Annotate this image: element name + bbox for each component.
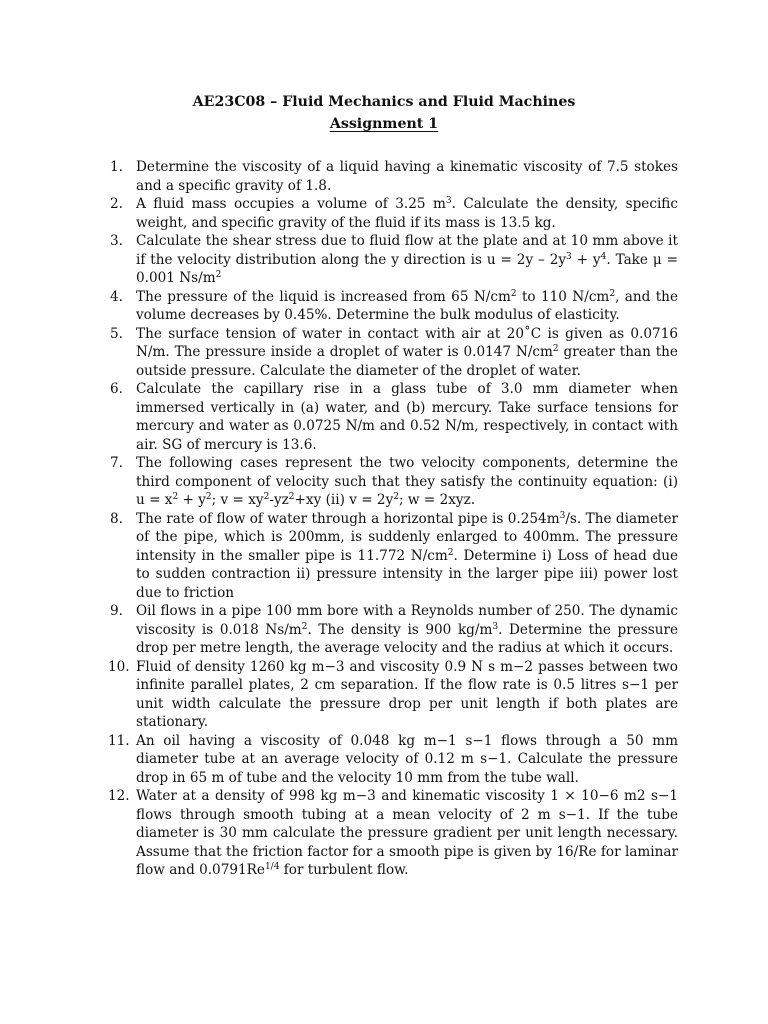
- question-item: [110, 454, 678, 510]
- superscript: 2: [172, 492, 179, 502]
- question-number: 11.: [108, 732, 130, 749]
- superscript: 2: [393, 492, 399, 502]
- question-item: [110, 232, 678, 288]
- question-number: 1.: [110, 159, 123, 175]
- text-run: The rate of flow of water through a horizontal pipe is 0.254m: [136, 510, 560, 527]
- question-list: [110, 158, 678, 880]
- question-number: 5.: [110, 325, 123, 342]
- question-text: [136, 196, 678, 231]
- text-run: Determine the viscosity of a liquid having a kinematic viscosity of 7.5 stokes and a specific gravity of 1.8.: [136, 159, 678, 194]
- question-number: 2.: [110, 196, 123, 212]
- text-run: -yz: [269, 492, 289, 508]
- text-run: . Calculate the density, specific weight, and specific gravity of the fluid if its mass is 13.5 kg.: [136, 196, 678, 231]
- text-run: greater than the outside pressure. Calculate the diameter of the droplet of water.: [136, 344, 678, 379]
- question-text: [136, 603, 678, 656]
- text-run: ; w = 2xyz.: [399, 492, 476, 508]
- question-text: [136, 326, 678, 379]
- question-item: [110, 510, 678, 603]
- text-run: The following cases represent the two velocity components, determine the third component of velocity such that they satisfy the continuity equation: (i) u = x: [136, 455, 678, 508]
- course-title: AE23C08 – Fluid Mechanics and Fluid Machines: [192, 94, 576, 110]
- question-item: [110, 288, 678, 325]
- question-number: 10.: [108, 658, 130, 675]
- question-number: 7.: [110, 455, 123, 471]
- superscript: 2: [205, 492, 212, 502]
- question-number: 4.: [110, 288, 123, 305]
- text-run: The surface tension of water in contact with air at 20˚C is given as 0.0716 N/m. The pressure inside a droplet of water is 0.0147 N/cm: [136, 325, 678, 360]
- text-run: The pressure of the liquid is increased from 65 N/cm: [136, 288, 511, 305]
- question-text: [136, 733, 678, 786]
- superscript: 2: [263, 492, 270, 502]
- superscript: 4: [600, 251, 607, 262]
- question-text: [136, 233, 678, 286]
- superscript: 1/4: [264, 862, 280, 872]
- question-number: 12.: [108, 788, 130, 804]
- text-run: Calculate the capillary rise in a glass tube of 3.0 mm diameter when immersed vertically in (a) water, and (b) mercury. Take surface tensions for mercury and water as 0.0725 N/m and 0.52 N/m, respectively, in contact with air. SG of mercury is 13.6.: [136, 381, 678, 453]
- text-run: . The density is 900 kg/m: [307, 621, 493, 638]
- text-run: Water at a density of 998 kg m−3 and kinematic viscosity 1 × 10−6 m2 s−1 flows through smooth tubing at a mean velocity of 2 m s−1. If the tube diameter is 30 mm calculate the pressure gradient per unit length necessary. Assume that the friction factor for a smooth pipe is given by 16/Re for laminar flow and 0.0791Re: [136, 788, 678, 878]
- question-number: 6.: [110, 381, 123, 397]
- superscript: 2: [552, 344, 559, 354]
- superscript: 2: [447, 547, 454, 558]
- question-number: 8.: [110, 510, 123, 527]
- question-text: [136, 455, 678, 508]
- question-text: [136, 511, 678, 601]
- superscript: 2: [215, 270, 222, 280]
- superscript: 3: [559, 510, 566, 521]
- superscript: 3: [566, 251, 572, 262]
- superscript: 2: [609, 288, 616, 299]
- text-run: A fluid mass occupies a volume of 3.25 m: [136, 196, 446, 212]
- question-number: 9.: [110, 603, 123, 619]
- superscript: 3: [492, 621, 499, 632]
- text-run: . Take μ = 0.001 Ns/m: [136, 251, 678, 286]
- text-run: + y: [571, 251, 601, 268]
- assignment-title-text: Assignment 1: [329, 116, 439, 132]
- text-run: ; v = xy: [211, 492, 264, 508]
- superscript: 2: [510, 288, 517, 299]
- question-number: 3.: [110, 233, 123, 249]
- question-text: [136, 788, 678, 878]
- question-item: [110, 732, 678, 788]
- superscript: 2: [288, 492, 295, 502]
- text-run: Oil flows in a pipe 100 mm bore with a Reynolds number of 250. The dynamic viscosity is 0.018 Ns/m: [136, 603, 678, 638]
- question-item: [110, 325, 678, 381]
- text-run: An oil having a viscosity of 0.048 kg m−1 s−1 flows through a 50 mm diameter tube at an average velocity of 0.12 m s−1. Calculate the pressure drop in 65 m of tube and the velocity 10 mm from the tube wall.: [136, 732, 678, 786]
- text-run: + y: [178, 492, 206, 508]
- assignment-title: [0, 114, 768, 134]
- text-run: . Determine i) Loss of head due to sudden contraction ii) pressure intensity in the larger pipe iii) power lost due to friction: [136, 547, 678, 601]
- question-text: [136, 381, 678, 453]
- question-text: [136, 659, 678, 731]
- question-item: [110, 602, 678, 658]
- text-run: . Determine the pressure drop per metre length, the average velocity and the radius at which it occurs.: [136, 621, 679, 656]
- question-item: [110, 787, 678, 880]
- question-text: [136, 159, 678, 194]
- question-item: [110, 158, 678, 195]
- text-run: +xy (ii) v = 2y: [294, 492, 394, 508]
- text-run: for turbulent flow.: [279, 862, 409, 878]
- text-run: /s. The diameter of the pipe, which is 200mm, is suddenly enlarged to 400mm. The pressure intensity in the smaller pipe is 11.772 N/cm: [136, 510, 679, 564]
- text-run: Calculate the shear stress due to fluid flow at the plate and at 10 mm above it if the velocity distribution along the y direction is u = 2y – 2y: [136, 233, 678, 268]
- text-run: Fluid of density 1260 kg m−3 and viscosity 0.9 N s m−2 passes between two infinite parallel plates, 2 cm separation. If the flow rate is 0.5 litres s−1 per unit width calculate the pressure drop per unit length if both plates are stationary.: [136, 658, 678, 730]
- superscript: 2: [301, 621, 308, 632]
- text-run: , and the volume decreases by 0.45%. Determine the bulk modulus of elasticity.: [136, 288, 678, 323]
- superscript: 3: [445, 196, 452, 206]
- question-item: [110, 380, 678, 454]
- question-item: [110, 658, 678, 732]
- question-text: [136, 289, 678, 324]
- question-item: [110, 195, 678, 232]
- text-run: to 110 N/cm: [516, 288, 610, 305]
